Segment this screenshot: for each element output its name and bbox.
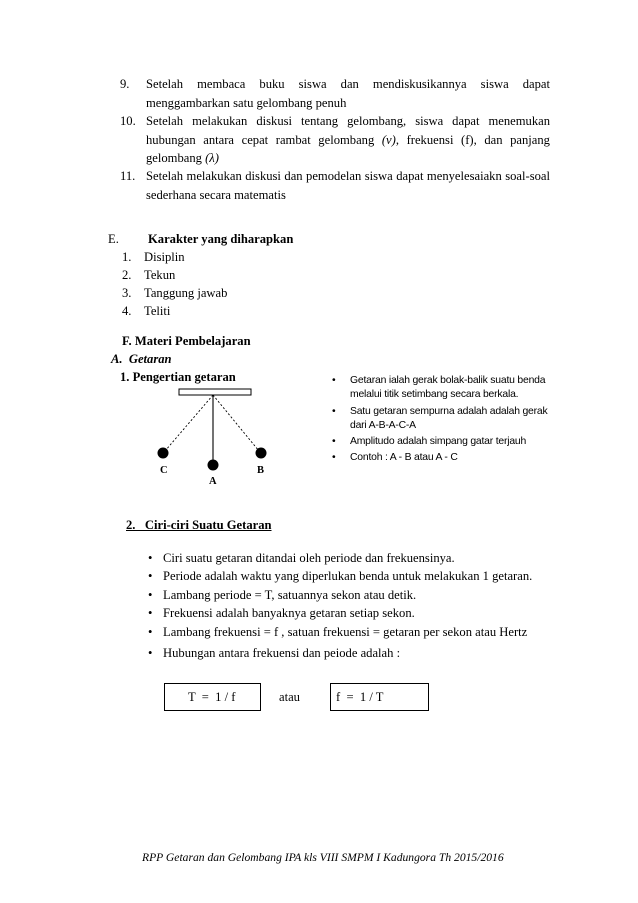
characteristic-text: Periode adalah waktu yang diperlukan benda untuk melakukan 1 getaran. [163, 569, 533, 584]
definition-item [332, 374, 552, 403]
characteristic-item [148, 623, 553, 641]
bullet-icon: • [332, 405, 336, 417]
list-text-part: , frekuensi (f), dan panjang gelombang [146, 132, 550, 165]
section-e-letter: E. [108, 232, 119, 246]
section-f-title: F. Materi Pembelajaran [122, 334, 251, 348]
pendulum-string-b [213, 395, 259, 451]
list-number: 3. [122, 286, 132, 300]
label-c: C [160, 465, 168, 476]
characteristic-item [148, 567, 553, 585]
section-e-title: Karakter yang diharapkan [148, 232, 294, 246]
subsection-1-title: 1. Pengertian getaran [120, 370, 236, 384]
characteristic-text: Frekuensi adalah banyaknya getaran setiap sekon. [163, 606, 415, 621]
pendulum-diagram [150, 386, 300, 486]
bullet-icon: • [332, 436, 336, 448]
characteristic-text: Hubungan antara frekuensi dan peiode adalah : [163, 646, 401, 661]
characteristic-item [148, 586, 553, 604]
list-text: Setelah melakukan diskusi dan pemodelan siswa dapat menyelesaiakn soal-soal sederhana secara matematis [146, 169, 550, 202]
characteristic-text: Lambang periode = T, satuannya sekon atau detik. [163, 587, 417, 602]
formula-connector: atau [279, 690, 300, 704]
characteristic-item [148, 549, 553, 567]
bullet-icon: • [332, 375, 336, 386]
lambda-symbol: (λ) [205, 151, 219, 165]
character-item [122, 286, 228, 301]
list-text [120, 112, 550, 168]
bob-b [256, 448, 267, 459]
character-item [122, 304, 171, 319]
list-text: Teliti [144, 304, 171, 318]
bob-a [208, 460, 219, 471]
characteristic-item [148, 604, 553, 622]
list-number: 1. [122, 250, 132, 264]
definition-item [332, 451, 552, 465]
pendulum-support [179, 389, 251, 395]
list-text: Tekun [144, 268, 176, 282]
section-2-title: 2. Ciri-ciri Suatu Getaran [126, 518, 272, 532]
subsection-a-title: A. Getaran [111, 352, 172, 366]
bob-c [158, 448, 169, 459]
character-item [122, 250, 185, 265]
formula-period: T = 1 / f [188, 690, 236, 704]
list-number: 11. [120, 169, 136, 183]
label-a: A [209, 476, 217, 486]
characteristics-list [148, 549, 553, 662]
characteristic-item [148, 644, 553, 662]
formula-frequency: f = 1 / T [336, 690, 384, 704]
list-text: Setelah membaca buku siswa dan mendiskusikannya siswa dapat menggambarkan satu gelombang penuh [146, 77, 550, 110]
character-item [122, 268, 176, 283]
characteristic-text: Lambang frekuensi = f , satuan frekuensi = getaran per sekon atau Hertz [163, 624, 528, 639]
list-item [120, 75, 550, 112]
bullet-icon: • [148, 569, 153, 584]
list-text-part: Setelah melakukan diskusi tentang gelombang, siswa dapat menemukan hubungan antara cepat rambat gelombang [146, 114, 550, 147]
list-number: 2. [122, 268, 132, 282]
list-text: Tanggung jawab [144, 286, 228, 300]
list-number: 9. [120, 77, 130, 91]
list-number: 4. [122, 304, 132, 318]
page-footer: RPP Getaran dan Gelombang IPA kls VIII SMPM I Kadungora Th 2015/2016 [142, 851, 504, 864]
bullet-icon: • [332, 452, 336, 464]
characteristic-text: Ciri suatu getaran ditandai oleh periode dan frekuensinya. [163, 551, 455, 565]
bullet-icon: • [148, 606, 153, 621]
list-item [120, 167, 550, 204]
list-text: Disiplin [144, 250, 185, 264]
definition-text: Contoh : A - B atau A - C [350, 452, 458, 464]
definition-item [332, 435, 552, 449]
definition-text: Satu getaran sempurna adalah adalah gerak dari A-B-A-C-A [350, 405, 548, 431]
definition-text: Getaran ialah gerak bolak-balik suatu benda melalui titik setimbang secara berkala. [350, 375, 546, 401]
definition-text: Amplitudo adalah simpang gatar terjauh [350, 436, 527, 448]
pendulum-string-c [165, 395, 213, 451]
velocity-symbol: (v) [381, 132, 396, 147]
bullet-icon: • [148, 587, 153, 602]
list-number: 10. [120, 114, 136, 128]
bullet-icon: • [148, 551, 153, 565]
list-item [120, 112, 550, 168]
bullet-icon: • [148, 624, 153, 639]
bullet-icon: • [148, 646, 153, 661]
definition-item [332, 405, 552, 434]
label-b: B [257, 465, 265, 476]
definitions-list [332, 374, 552, 468]
